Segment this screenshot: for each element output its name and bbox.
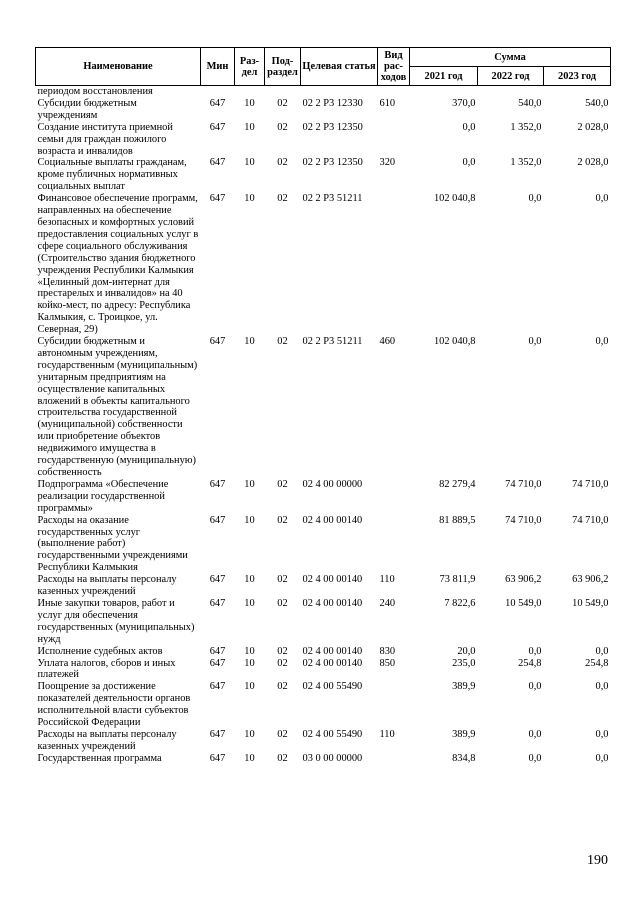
row-sum-2022: 1 352,0 bbox=[510, 157, 542, 169]
row-sum-2023 bbox=[544, 86, 611, 98]
table-row bbox=[36, 646, 611, 658]
table-row bbox=[36, 98, 611, 122]
row-razdel: 10 bbox=[244, 478, 255, 490]
row-razdel: 10 bbox=[244, 97, 255, 109]
row-celevaya: 02 4 00 00000 bbox=[302, 478, 363, 490]
row-vid bbox=[378, 479, 410, 515]
row-name: Субсидии бюджетным учреждениям bbox=[37, 97, 137, 121]
table-header bbox=[36, 48, 611, 86]
row-razdel: 10 bbox=[244, 514, 255, 526]
row-sum-2021: 0,0 bbox=[462, 157, 476, 169]
row-podrazdel: 02 bbox=[277, 514, 288, 526]
row-celevaya: 02 4 00 55490 bbox=[302, 728, 363, 740]
row-name: Расходы на выплаты персоналу казенных учреждений bbox=[37, 728, 177, 752]
row-razdel: 10 bbox=[244, 157, 255, 169]
table-row bbox=[36, 729, 611, 753]
row-sum-2022: 0,0 bbox=[528, 645, 542, 657]
table-row bbox=[36, 753, 611, 765]
row-sum-2022: 254,8 bbox=[518, 657, 542, 669]
row-sum-2021: 834,8 bbox=[452, 752, 476, 764]
row-celevaya: 02 2 P3 12330 bbox=[302, 97, 363, 109]
row-min: 647 bbox=[209, 681, 226, 693]
row-sum-2023: 74 710,0 bbox=[572, 514, 609, 526]
table-row bbox=[36, 193, 611, 336]
row-celevaya: 02 2 P3 12350 bbox=[302, 157, 363, 169]
header-min: Мин bbox=[201, 48, 235, 86]
row-sum-2021: 81 889,5 bbox=[439, 514, 476, 526]
row-podrazdel: 02 bbox=[277, 681, 288, 693]
row-sum-2021: 7 822,6 bbox=[444, 597, 476, 609]
row-celevaya: 02 4 00 00140 bbox=[302, 597, 363, 609]
row-podrazdel bbox=[265, 86, 301, 98]
row-celevaya: 02 2 P3 12350 bbox=[302, 121, 363, 133]
header-2021: 2021 год bbox=[410, 67, 478, 86]
row-sum-2023: 0,0 bbox=[595, 752, 609, 764]
row-sum-2022: 74 710,0 bbox=[505, 478, 542, 490]
row-name: Расходы на оказание государственных услуг (выполнение работ) государственными учреждениями Республики Калмыкия bbox=[37, 514, 188, 574]
page-number: 190 bbox=[587, 853, 608, 868]
row-podrazdel: 02 bbox=[277, 574, 288, 586]
table-row bbox=[36, 157, 611, 193]
row-name: Финансовое обеспечение программ, направленных на обеспечение безопасных и комфортных условий предоставления социальных услуг в сфере социального обслуживания (Строительство здания бюджетного учреждения Республики Калмыкия «Целинный дом-интернат для престарелых и инвалидов» на 40 койко-мест, по адресу: Республика Калмыкия, с. Троицкое, ул. Северная, 29) bbox=[37, 193, 199, 336]
row-sum-2021: 82 279,4 bbox=[439, 478, 476, 490]
table-row bbox=[36, 336, 611, 479]
header-name: Наименование bbox=[36, 48, 201, 86]
row-celevaya: 02 4 00 55490 bbox=[302, 681, 363, 693]
row-min: 647 bbox=[209, 728, 226, 740]
row-razdel: 10 bbox=[244, 193, 255, 205]
table-body bbox=[36, 86, 611, 765]
row-vid bbox=[378, 86, 410, 98]
row-sum-2023: 0,0 bbox=[595, 681, 609, 693]
row-razdel: 10 bbox=[244, 121, 255, 133]
row-sum-2022: 10 549,0 bbox=[505, 597, 542, 609]
row-min: 647 bbox=[209, 121, 226, 133]
row-razdel: 10 bbox=[244, 657, 255, 669]
row-vid bbox=[378, 515, 410, 575]
row-sum-2021: 389,9 bbox=[452, 681, 476, 693]
header-summa: Сумма bbox=[410, 48, 611, 67]
row-sum-2023: 540,0 bbox=[585, 97, 609, 109]
row-sum-2021: 389,9 bbox=[452, 728, 476, 740]
header-razdel: Раз-дел bbox=[235, 48, 265, 86]
row-podrazdel: 02 bbox=[277, 193, 288, 205]
header-vid: Вид рас-ходов bbox=[378, 48, 410, 86]
row-sum-2022: 0,0 bbox=[528, 728, 542, 740]
row-razdel: 10 bbox=[244, 336, 255, 348]
row-celevaya: 03 0 00 00000 bbox=[302, 752, 363, 764]
header-2023: 2023 год bbox=[544, 67, 611, 86]
row-sum-2023: 2 028,0 bbox=[577, 157, 609, 169]
row-vid: 240 bbox=[379, 597, 396, 609]
row-sum-2023: 0,0 bbox=[595, 336, 609, 348]
row-vid: 830 bbox=[379, 645, 396, 657]
row-celevaya: 02 4 00 00140 bbox=[302, 657, 363, 669]
row-sum-2022: 0,0 bbox=[528, 193, 542, 205]
row-sum-2022: 0,0 bbox=[528, 752, 542, 764]
row-podrazdel: 02 bbox=[277, 157, 288, 169]
row-sum-2022: 63 906,2 bbox=[505, 574, 542, 586]
row-sum-2022 bbox=[478, 86, 544, 98]
row-sum-2023: 74 710,0 bbox=[572, 478, 609, 490]
row-sum-2021: 0,0 bbox=[462, 121, 476, 133]
row-podrazdel: 02 bbox=[277, 597, 288, 609]
row-min: 647 bbox=[209, 597, 226, 609]
row-celevaya bbox=[301, 86, 378, 98]
row-sum-2022: 540,0 bbox=[518, 97, 542, 109]
row-celevaya: 02 4 00 00140 bbox=[302, 574, 363, 586]
table-row bbox=[36, 574, 611, 598]
row-podrazdel: 02 bbox=[277, 336, 288, 348]
row-min: 647 bbox=[209, 97, 226, 109]
row-podrazdel: 02 bbox=[277, 728, 288, 740]
row-razdel: 10 bbox=[244, 681, 255, 693]
row-min: 647 bbox=[209, 657, 226, 669]
budget-table bbox=[35, 47, 611, 765]
row-razdel: 10 bbox=[244, 574, 255, 586]
row-podrazdel: 02 bbox=[277, 97, 288, 109]
row-razdel: 10 bbox=[244, 728, 255, 740]
row-name: Подпрограмма «Обеспечение реализации государственной программы» bbox=[37, 478, 169, 514]
row-vid: 850 bbox=[379, 657, 396, 669]
row-sum-2021: 235,0 bbox=[452, 657, 476, 669]
table-row bbox=[36, 86, 611, 98]
row-sum-2021: 370,0 bbox=[452, 97, 476, 109]
row-podrazdel: 02 bbox=[277, 478, 288, 490]
row-min: 647 bbox=[209, 193, 226, 205]
row-sum-2022: 0,0 bbox=[528, 681, 542, 693]
row-sum-2023: 10 549,0 bbox=[572, 597, 609, 609]
row-min: 647 bbox=[209, 645, 226, 657]
row-vid bbox=[378, 681, 410, 729]
row-name: Иные закупки товаров, работ и услуг для обеспечения государственных (муниципальных) нужд bbox=[37, 597, 195, 645]
row-celevaya: 02 2 P3 51211 bbox=[302, 193, 363, 205]
row-sum-2023: 0,0 bbox=[595, 193, 609, 205]
row-razdel: 10 bbox=[244, 597, 255, 609]
row-vid bbox=[378, 122, 410, 158]
row-name: Поощрение за достижение показателей деятельности органов исполнительной власти субъектов Российской Федерации bbox=[37, 681, 191, 729]
row-min: 647 bbox=[209, 336, 226, 348]
row-name: Исполнение судебных актов bbox=[37, 645, 163, 657]
row-vid: 460 bbox=[379, 336, 396, 348]
row-sum-2021: 102 040,8 bbox=[433, 336, 476, 348]
row-podrazdel: 02 bbox=[277, 121, 288, 133]
row-podrazdel: 02 bbox=[277, 645, 288, 657]
row-sum-2021 bbox=[410, 86, 478, 98]
row-min bbox=[201, 86, 235, 98]
row-name: Государственная программа bbox=[37, 752, 162, 764]
row-name: Создание института приемной семьи для граждан пожилого возраста и инвалидов bbox=[37, 121, 173, 157]
row-vid: 610 bbox=[379, 97, 396, 109]
row-name: Уплата налогов, сборов и иных платежей bbox=[37, 657, 176, 681]
header-celevaya: Целевая статья bbox=[301, 48, 378, 86]
row-name: Социальные выплаты гражданам, кроме публичных нормативных социальных выплат bbox=[37, 157, 187, 193]
row-min: 647 bbox=[209, 752, 226, 764]
row-razdel bbox=[235, 86, 265, 98]
row-sum-2023: 2 028,0 bbox=[577, 121, 609, 133]
row-sum-2022: 74 710,0 bbox=[505, 514, 542, 526]
row-vid: 110 bbox=[379, 728, 395, 740]
row-celevaya: 02 4 00 00140 bbox=[302, 645, 363, 657]
table-row bbox=[36, 515, 611, 575]
row-sum-2022: 1 352,0 bbox=[510, 121, 542, 133]
row-razdel: 10 bbox=[244, 645, 255, 657]
table-row bbox=[36, 479, 611, 515]
row-vid bbox=[378, 193, 410, 336]
table-row bbox=[36, 122, 611, 158]
row-sum-2022: 0,0 bbox=[528, 336, 542, 348]
table-row bbox=[36, 681, 611, 729]
row-sum-2023: 0,0 bbox=[595, 728, 609, 740]
row-sum-2021: 20,0 bbox=[457, 645, 476, 657]
row-sum-2023: 63 906,2 bbox=[572, 574, 609, 586]
row-name: периодом восстановления bbox=[37, 86, 153, 97]
table-row bbox=[36, 598, 611, 646]
table-row bbox=[36, 658, 611, 682]
row-min: 647 bbox=[209, 157, 226, 169]
row-name: Расходы на выплаты персоналу казенных учреждений bbox=[37, 574, 177, 598]
row-min: 647 bbox=[209, 574, 226, 586]
header-podrazdel: Под-раздел bbox=[265, 48, 301, 86]
row-celevaya: 02 2 P3 51211 bbox=[302, 336, 363, 348]
header-2022: 2022 год bbox=[478, 67, 544, 86]
row-min: 647 bbox=[209, 478, 226, 490]
row-razdel: 10 bbox=[244, 752, 255, 764]
row-sum-2023: 0,0 bbox=[595, 645, 609, 657]
row-sum-2021: 102 040,8 bbox=[433, 193, 476, 205]
row-podrazdel: 02 bbox=[277, 657, 288, 669]
row-vid: 320 bbox=[379, 157, 396, 169]
row-vid bbox=[378, 753, 410, 765]
row-min: 647 bbox=[209, 514, 226, 526]
row-name: Субсидии бюджетным и автономным учреждениям, государственным (муниципальным) унитарным предприятиям на осуществление капитальных вложений в объекты капитального строительства государственной (муниципальной) собственности или приобретение объектов недвижимого имущества в государственную (муниципальную) собственность bbox=[37, 336, 198, 478]
row-podrazdel: 02 bbox=[277, 752, 288, 764]
row-sum-2021: 73 811,9 bbox=[439, 574, 476, 586]
row-sum-2023: 254,8 bbox=[585, 657, 609, 669]
row-celevaya: 02 4 00 00140 bbox=[302, 514, 363, 526]
row-vid: 110 bbox=[379, 574, 395, 586]
